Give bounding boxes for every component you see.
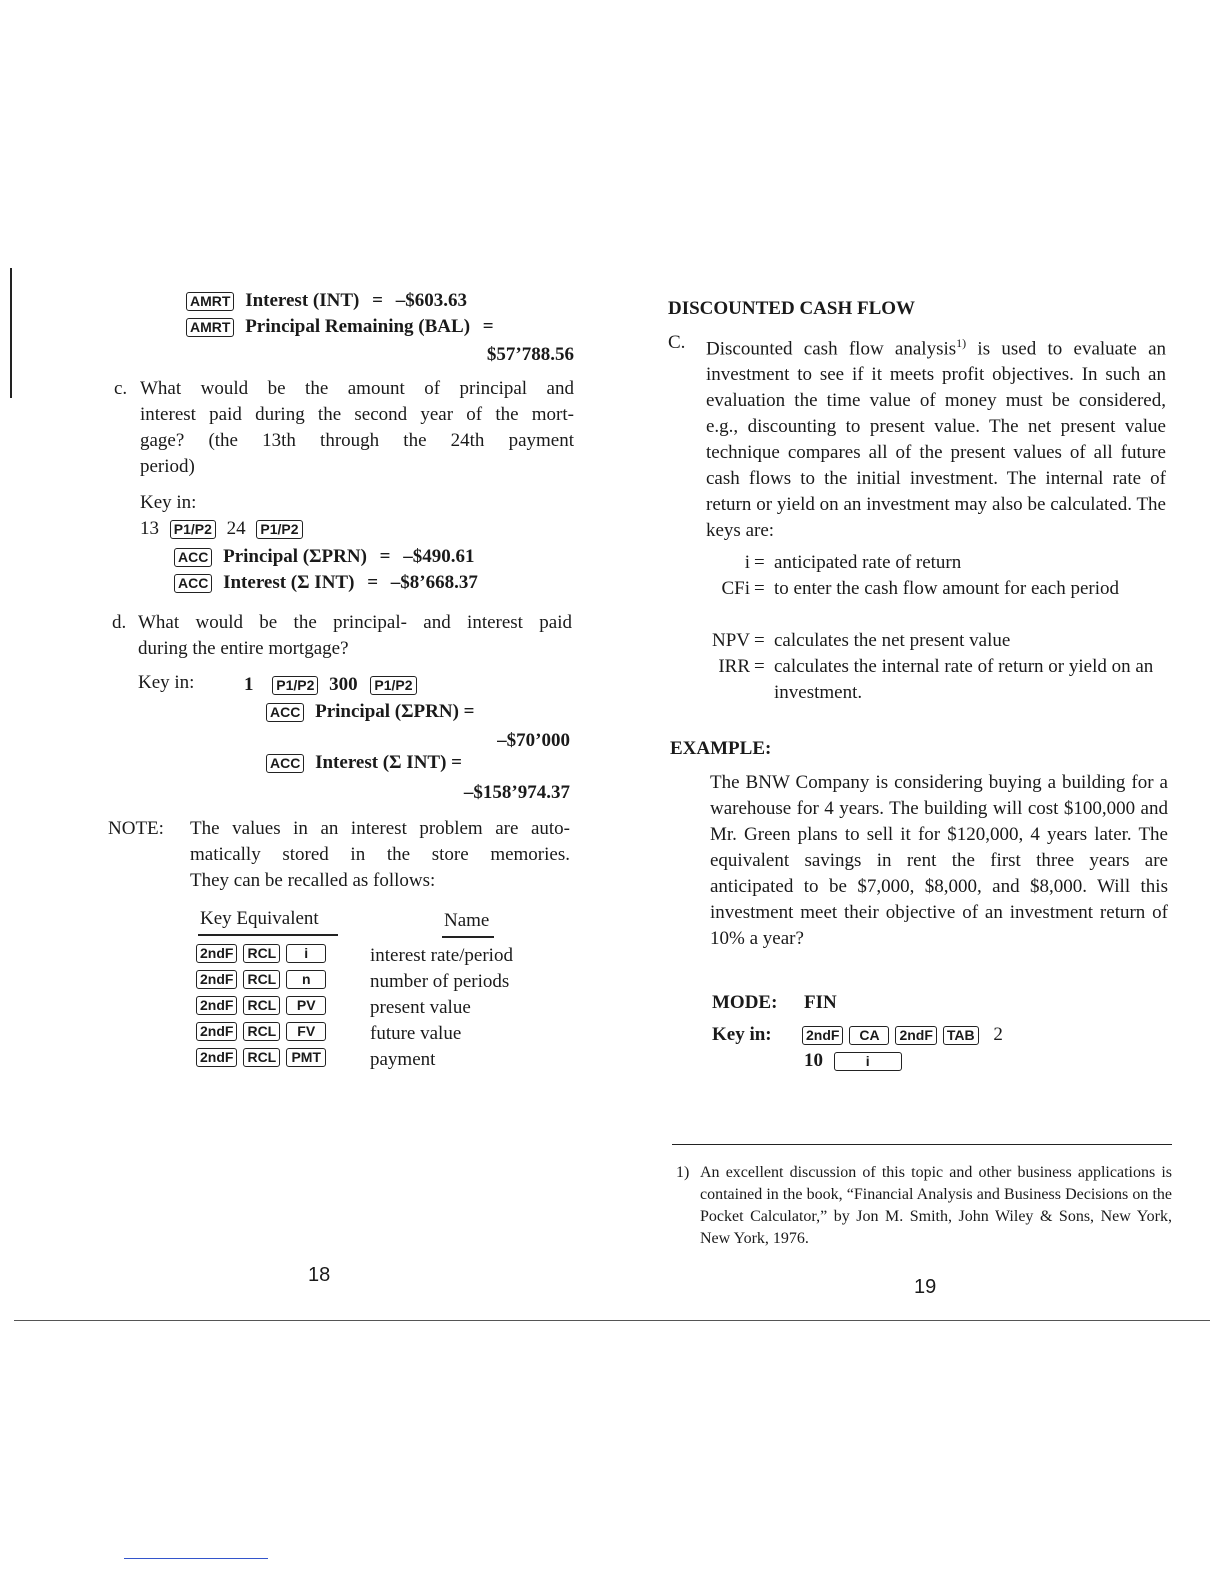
table-row: [196, 970, 510, 996]
result-label: Principal (ΣPRN) =: [315, 701, 475, 722]
equals-sign: =: [754, 552, 765, 573]
scan-edge-line: [10, 268, 12, 398]
text-line: during the entire mortgage?: [138, 638, 349, 659]
key-in-label: Key in:: [712, 1024, 772, 1045]
recall-name: present value: [370, 997, 471, 1018]
text-line: gage? (the 13th through the 24th payment: [140, 430, 574, 451]
balance-value: $57’788.56: [486, 344, 574, 365]
key-sequence-c: [140, 516, 309, 542]
equals-sign: =: [372, 290, 383, 311]
amrt-interest-line: [186, 288, 467, 314]
result-value: –$8’668.37: [390, 572, 478, 593]
seq-number: 24: [226, 518, 246, 539]
result-label: Principal (ΣPRN): [223, 546, 367, 567]
equals-sign: =: [367, 572, 379, 593]
section-heading: DISCOUNTED CASH FLOW: [668, 298, 916, 319]
example-paragraph: The BNW Company is considering buying a building for a warehouse for 4 years. The building will cost $100,000 and Mr. Green plans to sell it for $120,000, 4 years later. The equivalent savings in rent the first three years are anticipated to be $7,000, $8,000, and $8,000. Will this investment meet their objective of an investment return of 10% a year?: [710, 772, 1168, 949]
table-row: [196, 996, 471, 1022]
scan-bottom-line: [14, 1320, 1210, 1321]
note-label: NOTE:: [108, 818, 164, 839]
rcl-key: RCL: [243, 1048, 280, 1067]
n-key: n: [286, 970, 326, 989]
paragraph-start: Discounted cash flow analysis: [706, 338, 957, 360]
col-underline: [442, 936, 494, 938]
key-in-label: Key in:: [140, 492, 197, 513]
seq-number: 1: [244, 674, 254, 695]
def-text: anticipated rate of return: [774, 552, 962, 573]
2ndf-key: 2ndF: [196, 944, 237, 963]
mode-value: FIN: [804, 992, 837, 1013]
text-line: interest paid during the second year of the mort-: [140, 404, 574, 425]
result-label: Principal Remaining (BAL): [245, 316, 471, 337]
footnote-ref: 1): [956, 336, 967, 350]
rcl-key: RCL: [243, 996, 280, 1015]
result-value: –$603.63: [395, 290, 467, 311]
2ndf-key: 2ndF: [802, 1026, 843, 1045]
recall-name: interest rate/period: [370, 945, 513, 966]
acc-principal-line-d: [266, 699, 475, 725]
text-line: period): [140, 456, 195, 477]
col-header-key: Key Equivalent: [200, 908, 319, 929]
question-c-letter: c.: [114, 378, 128, 399]
acc-interest-line: [174, 570, 478, 596]
example-heading: EXAMPLE:: [670, 738, 772, 759]
definition-row: [680, 628, 1170, 654]
def-term: i: [744, 552, 750, 573]
definition-row: [680, 550, 1170, 576]
p1p2-key: P1/P2: [370, 676, 416, 695]
p1p2-key: P1/P2: [170, 520, 216, 539]
def-text: calculates the internal rate of return or yield on an investment.: [774, 656, 1154, 703]
mode-label: MODE:: [712, 992, 778, 1013]
text-line: The values in an interest problem are auto-: [190, 818, 570, 839]
recall-table: [196, 944, 513, 1074]
equals-sign: =: [754, 630, 765, 651]
text-line: They can be recalled as follows:: [190, 870, 436, 891]
acc-key: ACC: [174, 548, 212, 567]
question-d-text: [138, 610, 572, 662]
acc-key: ACC: [266, 754, 304, 773]
2ndf-key: 2ndF: [196, 970, 237, 989]
table-row: [196, 944, 513, 970]
p1p2-key: P1/P2: [272, 676, 318, 695]
amrt-key: AMRT: [186, 292, 234, 311]
seq-number: 2: [993, 1024, 1003, 1045]
seq-number: 13: [140, 518, 159, 539]
key-sequence-2: [804, 1048, 908, 1074]
acc-key: ACC: [266, 703, 304, 722]
def-term: IRR: [718, 656, 750, 677]
text-line: What would be the amount of principal and: [140, 378, 574, 399]
2ndf-key: 2ndF: [196, 1022, 237, 1041]
p1p2-key: P1/P2: [256, 520, 302, 539]
seq-number: 300: [329, 674, 358, 695]
ca-key: CA: [849, 1026, 889, 1045]
note-text: [190, 816, 570, 894]
i-key: i: [286, 944, 326, 963]
definition-row: [680, 576, 1170, 628]
2ndf-key: 2ndF: [196, 996, 237, 1015]
principal-total-value: –$70’000: [497, 730, 570, 751]
rcl-key: RCL: [243, 944, 280, 963]
table-row: [196, 1022, 462, 1048]
recall-name: payment: [370, 1049, 436, 1070]
amrt-key: AMRT: [186, 318, 234, 337]
rcl-key: RCL: [243, 1022, 280, 1041]
equals-sign: =: [482, 316, 494, 337]
recall-name: future value: [370, 1023, 462, 1044]
recall-name: number of periods: [370, 971, 510, 992]
2ndf-key: 2ndF: [895, 1026, 936, 1045]
equals-sign: =: [754, 656, 765, 677]
blue-mark-line: [124, 1558, 268, 1559]
result-label: Interest (Σ INT) =: [315, 752, 463, 773]
acc-key: ACC: [174, 574, 212, 593]
amrt-balance-line: [186, 314, 494, 340]
seq-number: 10: [804, 1050, 823, 1071]
2ndf-key: 2ndF: [196, 1048, 237, 1067]
col-header-name: Name: [444, 910, 490, 931]
section-c-letter: C.: [668, 332, 686, 353]
fv-key: FV: [286, 1022, 326, 1041]
pv-key: PV: [286, 996, 326, 1015]
rcl-key: RCL: [243, 970, 280, 989]
def-term: CFi: [721, 578, 750, 599]
footnote-divider: [672, 1144, 1172, 1145]
question-c-text: [140, 376, 574, 480]
footnote-number: 1): [676, 1164, 690, 1181]
key-definitions: [680, 550, 1170, 706]
paragraph-rest: is used to evaluate an investment to see if it meets profit objectives. In such an evaluation the time value of money must be considered, e.g., discounting to present value. The net present value technique compares all of the present values of all future cash flows to the initial investment. The internal rate of return or yield on an investment may also be calculated. The keys are:: [706, 338, 1166, 542]
key-sequence-d: [244, 672, 423, 698]
text-line: matically stored in the store memories.: [190, 844, 570, 865]
page-number-right: 19: [914, 1276, 937, 1298]
section-c-paragraph: [706, 330, 1166, 544]
interest-total-value: –$158’974.37: [463, 782, 570, 803]
equals-sign: =: [754, 578, 765, 599]
footnote-text: An excellent discussion of this topic and other business applications is contained in the book, “Financial Analysis and Business Decisions on the Pocket Calculator,” by Jon M. Smith, John Wiley & Sons, New York, New York, 1976.: [700, 1164, 1172, 1247]
question-d-letter: d.: [112, 612, 127, 633]
tab-key: TAB: [943, 1026, 979, 1045]
col-underline: [198, 934, 338, 936]
key-in-label: Key in:: [138, 672, 195, 693]
i-key: i: [834, 1052, 902, 1071]
acc-principal-line: [174, 544, 475, 570]
def-text: calculates the net present value: [774, 630, 1011, 651]
result-value: –$490.61: [403, 546, 475, 567]
table-row: [196, 1048, 436, 1074]
pmt-key: PMT: [286, 1048, 326, 1067]
page-number-left: 18: [308, 1264, 331, 1286]
text-line: What would be the principal- and interest paid: [138, 612, 572, 633]
key-sequence-1: [802, 1022, 1003, 1048]
equals-sign: =: [379, 546, 391, 567]
def-term: NPV: [711, 630, 750, 651]
result-label: Interest (INT): [245, 290, 360, 311]
definition-row: [680, 654, 1170, 706]
def-text: to enter the cash flow amount for each period: [774, 578, 1120, 599]
acc-interest-line-d: [266, 750, 462, 776]
result-label: Interest (Σ INT): [223, 572, 355, 593]
